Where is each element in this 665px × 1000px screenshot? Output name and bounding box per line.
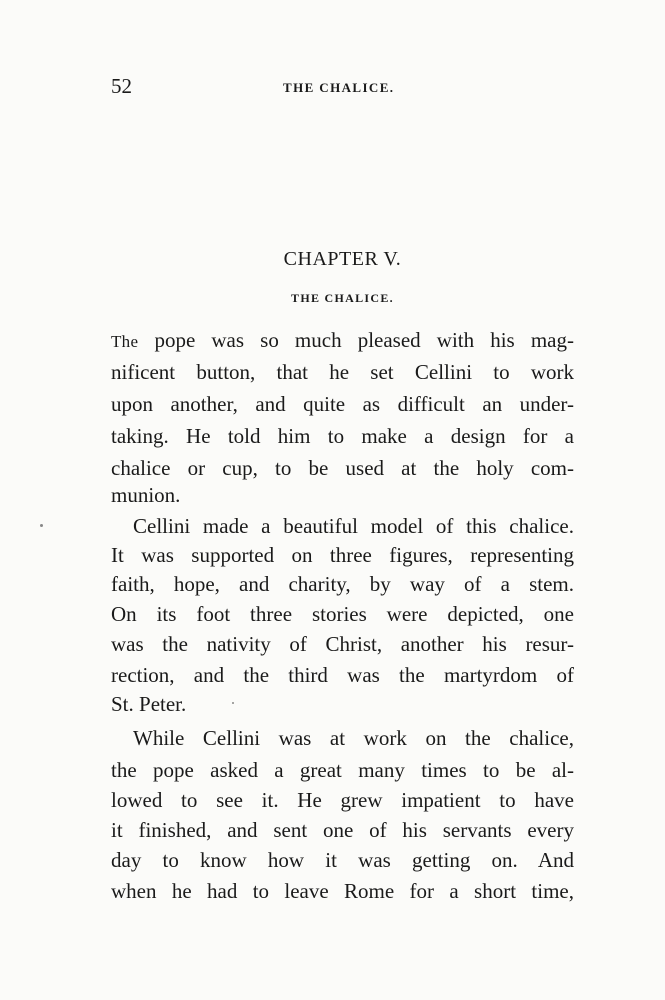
- paragraph-1-line-2: nificent button, that he set Cellini to work: [111, 360, 574, 384]
- paragraph-2-line-3: faith, hope, and charity, by way of a stem.: [111, 572, 574, 596]
- paragraph-1-line-4: taking. He told him to make a design for a: [111, 424, 574, 448]
- paragraph-2-line-6: rection, and the third was the martyrdom of: [111, 663, 574, 687]
- paragraph-1-small-caps-opening: The: [111, 332, 139, 351]
- page-number: 52: [111, 74, 132, 98]
- paragraph-1-line-1-text: pope was so much pleased with his mag-: [138, 328, 574, 352]
- paragraph-3-line-6: when he had to leave Rome for a short time,: [111, 879, 574, 903]
- paragraph-1-line-1: [111, 326, 574, 356]
- paragraph-3-line-3: lowed to see it. He grew impatient to have: [111, 788, 574, 812]
- print-speck: [232, 702, 234, 704]
- paragraph-1-line-3: upon another, and quite as difficult an under-: [111, 392, 574, 416]
- paragraph-2-line-5: was the nativity of Christ, another his resur-: [111, 632, 574, 656]
- running-title: THE CHALICE.: [283, 80, 395, 95]
- print-speck: [40, 524, 43, 527]
- paragraph-3-line-1: While Cellini was at work on the chalice,: [133, 726, 574, 750]
- paragraph-2-line-1: Cellini made a beautiful model of this chalice.: [133, 514, 574, 538]
- chapter-heading: CHAPTER V.: [283, 248, 402, 270]
- running-head: [111, 74, 586, 98]
- paragraph-2-line-7: St. Peter.: [111, 692, 187, 716]
- paragraph-1-line-6: munion.: [111, 483, 181, 507]
- paragraph-2-line-4: On its foot three stories were depicted, one: [111, 602, 574, 626]
- paragraph-3-line-4: it finished, and sent one of his servants every: [111, 818, 574, 842]
- paragraph-3-line-5: day to know how it was getting on. And: [111, 848, 574, 872]
- paragraph-1-line-5: chalice or cup, to be used at the holy com-: [111, 456, 574, 480]
- chapter-subtitle: THE CHALICE.: [291, 291, 394, 305]
- paragraph-3-line-2: the pope asked a great many times to be al-: [111, 758, 574, 782]
- paragraph-2-line-2: It was supported on three figures, representing: [111, 543, 574, 567]
